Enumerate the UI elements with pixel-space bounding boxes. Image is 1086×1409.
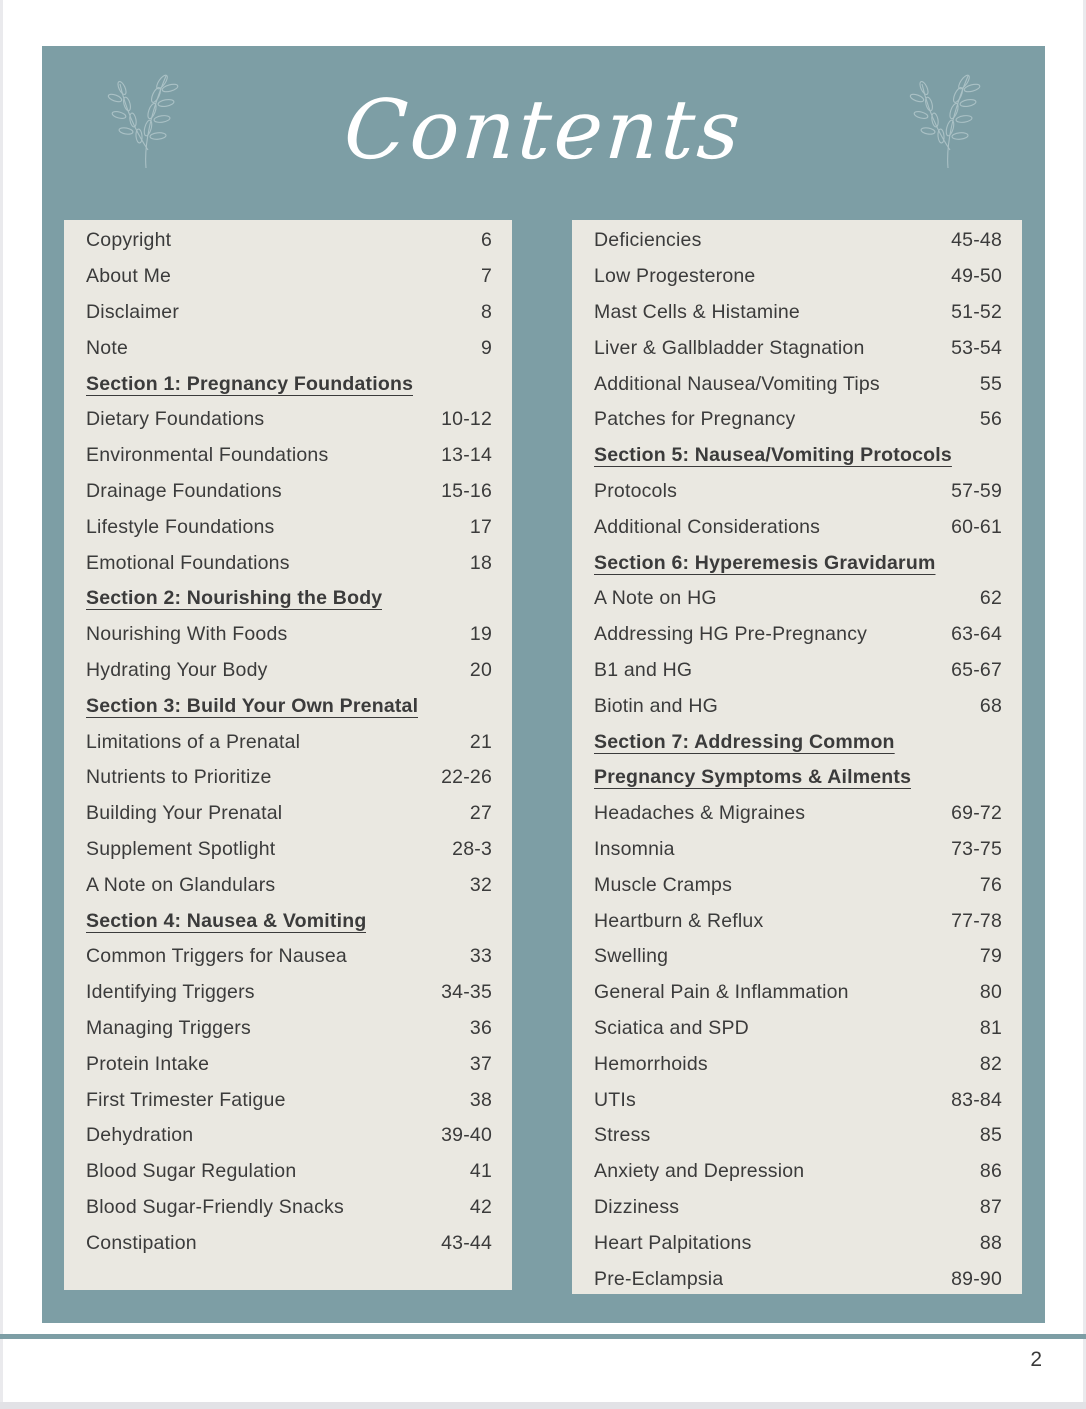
- toc-entry-label: Heart Palpitations: [594, 1231, 752, 1254]
- toc-entry: [594, 1154, 1002, 1190]
- toc-section-heading: [86, 903, 492, 939]
- toc-entry-label: Identifying Triggers: [86, 981, 255, 1004]
- toc-entry-label: A Note on Glandulars: [86, 873, 276, 896]
- toc-entry-label: General Pain & Inflammation: [594, 981, 849, 1004]
- toc-entry-pages: 68: [979, 694, 1002, 717]
- toc-entry-label: Pre-Eclampsia: [594, 1267, 724, 1290]
- toc-entry-pages: 81: [979, 1016, 1002, 1039]
- page-number: 2: [1030, 1348, 1042, 1371]
- toc-entry-label: Biotin and HG: [594, 694, 718, 717]
- toc-entry-pages: 73-75: [951, 837, 1002, 860]
- toc-entry-pages: 63-64: [951, 623, 1002, 646]
- toc-section-heading: [594, 760, 1002, 796]
- toc-entry-pages: 21: [469, 730, 492, 753]
- toc-entry: [86, 295, 492, 331]
- toc-entry: [594, 1082, 1002, 1118]
- toc-entry: [594, 617, 1002, 653]
- toc-entry: [86, 975, 492, 1011]
- toc-entry: [86, 259, 492, 295]
- toc-entry: [594, 1118, 1002, 1154]
- toc-entry: [594, 903, 1002, 939]
- toc-entry-label: Disclaimer: [86, 300, 180, 323]
- toc-entry-pages: 83-84: [951, 1088, 1002, 1111]
- toc-entry: [594, 1190, 1002, 1226]
- toc-entry-label: Anxiety and Depression: [594, 1160, 805, 1183]
- toc-entry-label: Section 1: Pregnancy Foundations: [86, 372, 414, 395]
- toc-entry-label: Hemorrhoids: [594, 1052, 708, 1075]
- toc-entry: [86, 438, 492, 474]
- toc-entry: [86, 1190, 492, 1226]
- toc-entry-pages: 79: [979, 945, 1002, 968]
- toc-entry-label: Building Your Prenatal: [86, 802, 283, 825]
- page-bottom-edge: [0, 1402, 1086, 1409]
- toc-entry-pages: 62: [979, 587, 1002, 610]
- toc-entry: [594, 1225, 1002, 1261]
- page-left-edge: [0, 0, 3, 1409]
- toc-entry-label: Lifestyle Foundations: [86, 515, 275, 538]
- toc-entry-label: Low Progesterone: [594, 265, 756, 288]
- toc-entry-label: Emotional Foundations: [86, 551, 290, 574]
- toc-entry-label: Nutrients to Prioritize: [86, 766, 272, 789]
- toc-entry-pages: 34-35: [441, 981, 492, 1004]
- toc-entry: [86, 509, 492, 545]
- toc-entry: [594, 796, 1002, 832]
- footer-divider: [0, 1334, 1086, 1339]
- contents-header-panel: [42, 46, 1045, 1323]
- toc-entry: [594, 295, 1002, 331]
- toc-section-heading: [594, 438, 1002, 474]
- toc-entry: [594, 653, 1002, 689]
- toc-entry-pages: 51-52: [951, 300, 1002, 323]
- toc-entry: [86, 545, 492, 581]
- toc-entry-pages: 45-48: [951, 229, 1002, 252]
- toc-entry-label: Limitations of a Prenatal: [86, 730, 301, 753]
- toc-entry: [86, 402, 492, 438]
- toc-entry-pages: 57-59: [951, 479, 1002, 502]
- toc-entry: [86, 653, 492, 689]
- toc-entry-pages: 17: [469, 515, 492, 538]
- toc-entry-label: Pregnancy Symptoms & Ailments: [594, 766, 912, 789]
- toc-entry-label: Drainage Foundations: [86, 479, 282, 502]
- toc-entry-pages: 77-78: [951, 909, 1002, 932]
- toc-entry: [594, 1011, 1002, 1047]
- toc-entry: [594, 223, 1002, 259]
- toc-entry-pages: 88: [979, 1231, 1002, 1254]
- toc-entry-label: Environmental Foundations: [86, 444, 329, 467]
- toc-entry: [86, 1225, 492, 1261]
- toc-entry-label: Common Triggers for Nausea: [86, 945, 347, 968]
- toc-entry-label: Insomnia: [594, 837, 675, 860]
- toc-entry-label: Copyright: [86, 229, 172, 252]
- toc-entry-pages: 6: [480, 229, 492, 252]
- page-title: Contents: [341, 83, 746, 178]
- toc-entry-label: Liver & Gallbladder Stagnation: [594, 336, 865, 359]
- toc-entry-label: Heartburn & Reflux: [594, 909, 764, 932]
- toc-section-heading: [86, 581, 492, 617]
- toc-entry-label: Supplement Spotlight: [86, 837, 276, 860]
- toc-entry-pages: 37: [469, 1052, 492, 1075]
- toc-entry-label: B1 and HG: [594, 658, 693, 681]
- toc-entry: [594, 939, 1002, 975]
- toc-entry: [86, 1046, 492, 1082]
- toc-entry-pages: 80: [979, 981, 1002, 1004]
- toc-entry: [594, 975, 1002, 1011]
- toc-entry-label: Muscle Cramps: [594, 873, 733, 896]
- toc-entry-label: Swelling: [594, 945, 669, 968]
- toc-entry-pages: 60-61: [951, 515, 1002, 538]
- toc-entry: [86, 1011, 492, 1047]
- toc-entry: [86, 223, 492, 259]
- botanical-sprig-icon: [902, 62, 997, 172]
- toc-entry: [86, 724, 492, 760]
- toc-entry: [594, 366, 1002, 402]
- toc-entry-pages: 43-44: [441, 1231, 492, 1254]
- toc-entry: [594, 688, 1002, 724]
- toc-column-left: [64, 220, 512, 1290]
- toc-entry-label: Section 3: Build Your Own Prenatal: [86, 694, 419, 717]
- toc-entry-pages: 15-16: [441, 479, 492, 502]
- toc-entry-label: Dizziness: [594, 1195, 680, 1218]
- toc-entry-label: UTIs: [594, 1088, 636, 1111]
- toc-entry-pages: 39-40: [441, 1124, 492, 1147]
- toc-entry: [594, 1261, 1002, 1297]
- toc-entry: [86, 474, 492, 510]
- toc-entry-pages: 53-54: [951, 336, 1002, 359]
- toc-entry-label: Mast Cells & Histamine: [594, 300, 800, 323]
- toc-entry-pages: 87: [979, 1195, 1002, 1218]
- toc-entry: [86, 1154, 492, 1190]
- toc-entry-pages: 22-26: [441, 766, 492, 789]
- toc-entry-label: Section 6: Hyperemesis Gravidarum: [594, 551, 936, 574]
- toc-entry-pages: 36: [469, 1016, 492, 1039]
- toc-entry: [86, 867, 492, 903]
- toc-entry: [86, 760, 492, 796]
- toc-section-heading: [86, 688, 492, 724]
- toc-entry-pages: 49-50: [951, 265, 1002, 288]
- toc-entry-pages: 28-3: [452, 837, 492, 860]
- toc-entry: [86, 617, 492, 653]
- toc-entry-label: Addressing HG Pre-Pregnancy: [594, 623, 868, 646]
- toc-entry-pages: 13-14: [441, 444, 492, 467]
- toc-entry-label: Additional Nausea/Vomiting Tips: [594, 372, 880, 395]
- toc-entry-pages: 41: [469, 1160, 492, 1183]
- toc-entry-label: Protocols: [594, 479, 678, 502]
- toc-entry-pages: 33: [469, 945, 492, 968]
- toc-entry-pages: 76: [979, 873, 1002, 896]
- toc-entry-pages: 55: [979, 372, 1002, 395]
- toc-entry-label: Section 5: Nausea/Vomiting Protocols: [594, 444, 952, 467]
- toc-entry: [86, 832, 492, 868]
- toc-entry: [594, 581, 1002, 617]
- toc-entry: [594, 474, 1002, 510]
- toc-entry-label: Protein Intake: [86, 1052, 210, 1075]
- toc-entry: [594, 832, 1002, 868]
- toc-entry: [86, 939, 492, 975]
- toc-entry-label: Stress: [594, 1124, 651, 1147]
- toc-entry-pages: 69-72: [951, 802, 1002, 825]
- toc-entry-label: Nourishing With Foods: [86, 623, 288, 646]
- toc-entry-pages: 7: [480, 265, 492, 288]
- toc-entry-pages: 32: [469, 873, 492, 896]
- toc-entry-pages: 65-67: [951, 658, 1002, 681]
- toc-entry-label: Additional Considerations: [594, 515, 821, 538]
- toc-entry: [86, 1118, 492, 1154]
- toc-entry: [594, 509, 1002, 545]
- toc-section-heading: [594, 724, 1002, 760]
- toc-entry-label: First Trimester Fatigue: [86, 1088, 286, 1111]
- toc-entry-pages: 20: [469, 658, 492, 681]
- toc-entry-label: Sciatica and SPD: [594, 1016, 749, 1039]
- toc-entry-pages: 10-12: [441, 408, 492, 431]
- toc-entry: [594, 1046, 1002, 1082]
- toc-entry-pages: 56: [979, 408, 1002, 431]
- toc-entry-pages: 8: [480, 300, 492, 323]
- toc-entry-label: Note: [86, 336, 128, 359]
- toc-entry-label: Section 2: Nourishing the Body: [86, 587, 383, 610]
- toc-entry-label: Managing Triggers: [86, 1016, 251, 1039]
- toc-entry-label: Section 4: Nausea & Vomiting: [86, 909, 367, 932]
- toc-entry-label: Dehydration: [86, 1124, 194, 1147]
- toc-entry-pages: 18: [469, 551, 492, 574]
- toc-entry-label: Deficiencies: [594, 229, 702, 252]
- toc-entry-label: Headaches & Migraines: [594, 802, 806, 825]
- toc-entry-pages: 38: [469, 1088, 492, 1111]
- toc-entry-label: Patches for Pregnancy: [594, 408, 796, 431]
- toc-entry-pages: 9: [480, 336, 492, 359]
- toc-entry-label: Dietary Foundations: [86, 408, 265, 431]
- toc-entry-pages: 27: [469, 802, 492, 825]
- toc-entry: [86, 796, 492, 832]
- toc-entry: [86, 1082, 492, 1118]
- toc-entry-label: A Note on HG: [594, 587, 717, 610]
- toc-entry-label: Blood Sugar Regulation: [86, 1160, 297, 1183]
- toc-entry: [594, 330, 1002, 366]
- toc-entry-pages: 85: [979, 1124, 1002, 1147]
- toc-column-right: [572, 220, 1022, 1294]
- toc-entry-label: Blood Sugar-Friendly Snacks: [86, 1195, 344, 1218]
- toc-section-heading: [86, 366, 492, 402]
- toc-entry-pages: 82: [979, 1052, 1002, 1075]
- toc-entry-label: Constipation: [86, 1231, 197, 1254]
- toc-entry-pages: 89-90: [951, 1267, 1002, 1290]
- toc-entry: [86, 330, 492, 366]
- toc-section-heading: [594, 545, 1002, 581]
- toc-entry-label: Section 7: Addressing Common: [594, 730, 895, 753]
- toc-entry-label: Hydrating Your Body: [86, 658, 268, 681]
- toc-entry-pages: 86: [979, 1160, 1002, 1183]
- toc-entry-label: About Me: [86, 265, 172, 288]
- toc-entry: [594, 259, 1002, 295]
- toc-entry-pages: 42: [469, 1195, 492, 1218]
- toc-entry-pages: 19: [469, 623, 492, 646]
- toc-entry: [594, 867, 1002, 903]
- toc-entry: [594, 402, 1002, 438]
